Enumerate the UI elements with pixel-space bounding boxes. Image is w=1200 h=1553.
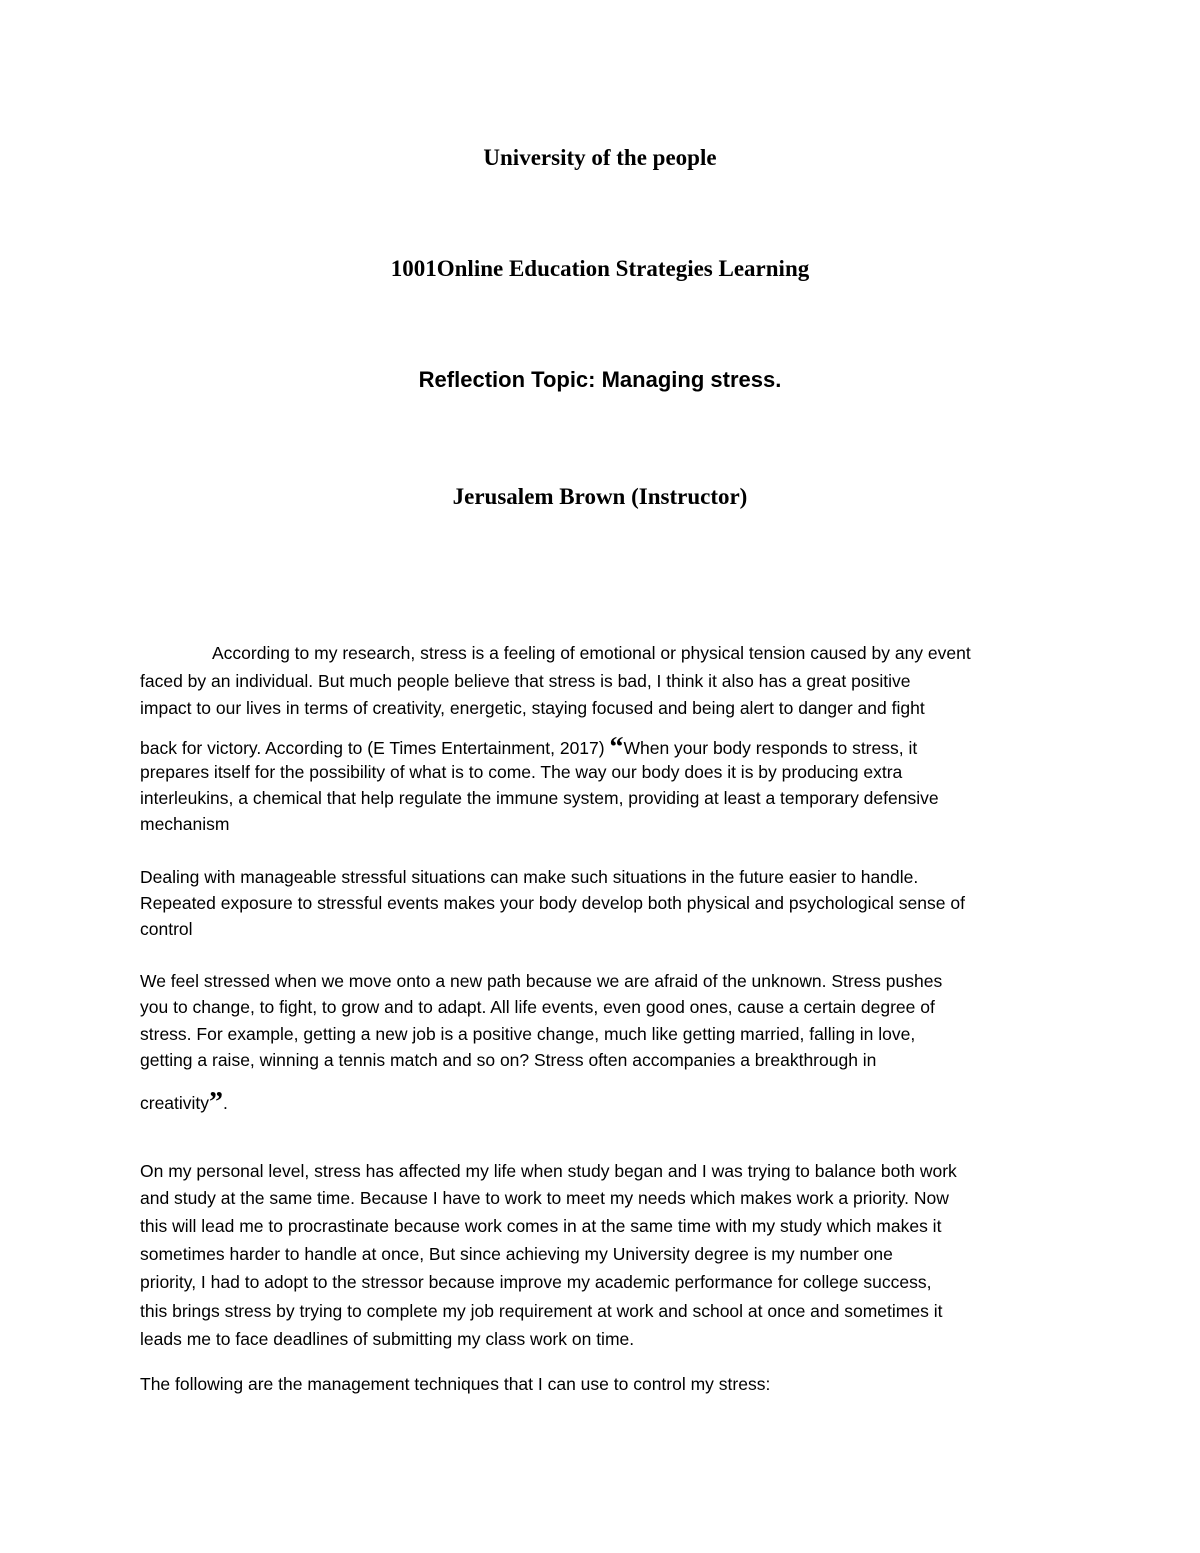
paragraph-line: On my personal level, stress has affected my life when study began and I was trying to balance both work <box>140 1161 957 1181</box>
paragraph-1 <box>140 645 1070 845</box>
paragraph-line: prepares itself for the possibility of what is to come. The way our body does it is by producing extra <box>140 762 903 782</box>
paragraph-line: you to change, to fight, to grow and to adapt. All life events, even good ones, cause a certain degree of <box>140 997 935 1017</box>
paragraph-line: this brings stress by trying to complete my job requirement at work and school at once and sometimes it <box>140 1301 943 1321</box>
paragraph-line: We feel stressed when we move onto a new path because we are afraid of the unknown. Stress pushes <box>140 971 943 991</box>
paragraph-line: sometimes harder to handle at once, But since achieving my University degree is my number one <box>140 1244 893 1264</box>
paragraph-line <box>140 734 917 762</box>
line-text: back for victory. According to (E Times Entertainment, 2017) <box>140 738 610 758</box>
paragraph-line: According to my research, stress is a feeling of emotional or physical tension caused by any event <box>212 643 971 663</box>
paragraph-line <box>140 1089 228 1117</box>
paragraph-line: priority, I had to adopt to the stressor because improve my academic performance for college success, <box>140 1272 932 1292</box>
paragraph-line: mechanism <box>140 814 230 834</box>
paragraph-line: stress. For example, getting a new job is a positive change, much like getting married, falling in love, <box>140 1024 916 1044</box>
paragraph-line: impact to our lives in terms of creativity, energetic, staying focused and being alert to danger and fight <box>140 698 925 718</box>
paragraph-5 <box>140 1376 1070 1406</box>
paragraph-line: Repeated exposure to stressful events makes your body develop both physical and psychological sense of <box>140 893 965 913</box>
open-quote: “ <box>609 732 624 763</box>
paragraph-3 <box>140 971 1070 1118</box>
topic-heading: Reflection Topic: Managing stress. <box>418 367 782 392</box>
paragraph-line: Dealing with manageable stressful situations can make such situations in the future easier to handle. <box>140 867 919 887</box>
paragraph-4 <box>140 1163 1070 1353</box>
paragraph-line: and study at the same time. Because I have to work to meet my needs which makes work a priority. Now <box>140 1188 949 1208</box>
university-heading: University of the people <box>483 145 717 170</box>
paragraph-line: The following are the management techniques that I can use to control my stress: <box>140 1374 771 1394</box>
paragraph-line: control <box>140 919 193 939</box>
instructor-heading: Jerusalem Brown (Instructor) <box>452 484 748 509</box>
course-heading: 1001Online Education Strategies Learning <box>390 256 810 281</box>
paragraph-line: faced by an individual. But much people believe that stress is bad, I think it also has a great positive <box>140 671 911 691</box>
paragraph-line: this will lead me to procrastinate because work comes in at the same time with my study which makes it <box>140 1216 942 1236</box>
paragraph-2 <box>140 869 1070 949</box>
paragraph-line: getting a raise, winning a tennis match and so on? Stress often accompanies a breakthrough in <box>140 1050 877 1070</box>
close-quote: ” <box>209 1087 224 1118</box>
line-text: creativity <box>140 1093 210 1113</box>
paragraph-line: interleukins, a chemical that help regulate the immune system, providing at least a temporary defensive <box>140 788 939 808</box>
end-period: . <box>223 1093 228 1113</box>
line-text: When your body responds to stress, it <box>623 738 918 758</box>
paragraph-line: leads me to face deadlines of submitting my class work on time. <box>140 1329 635 1349</box>
